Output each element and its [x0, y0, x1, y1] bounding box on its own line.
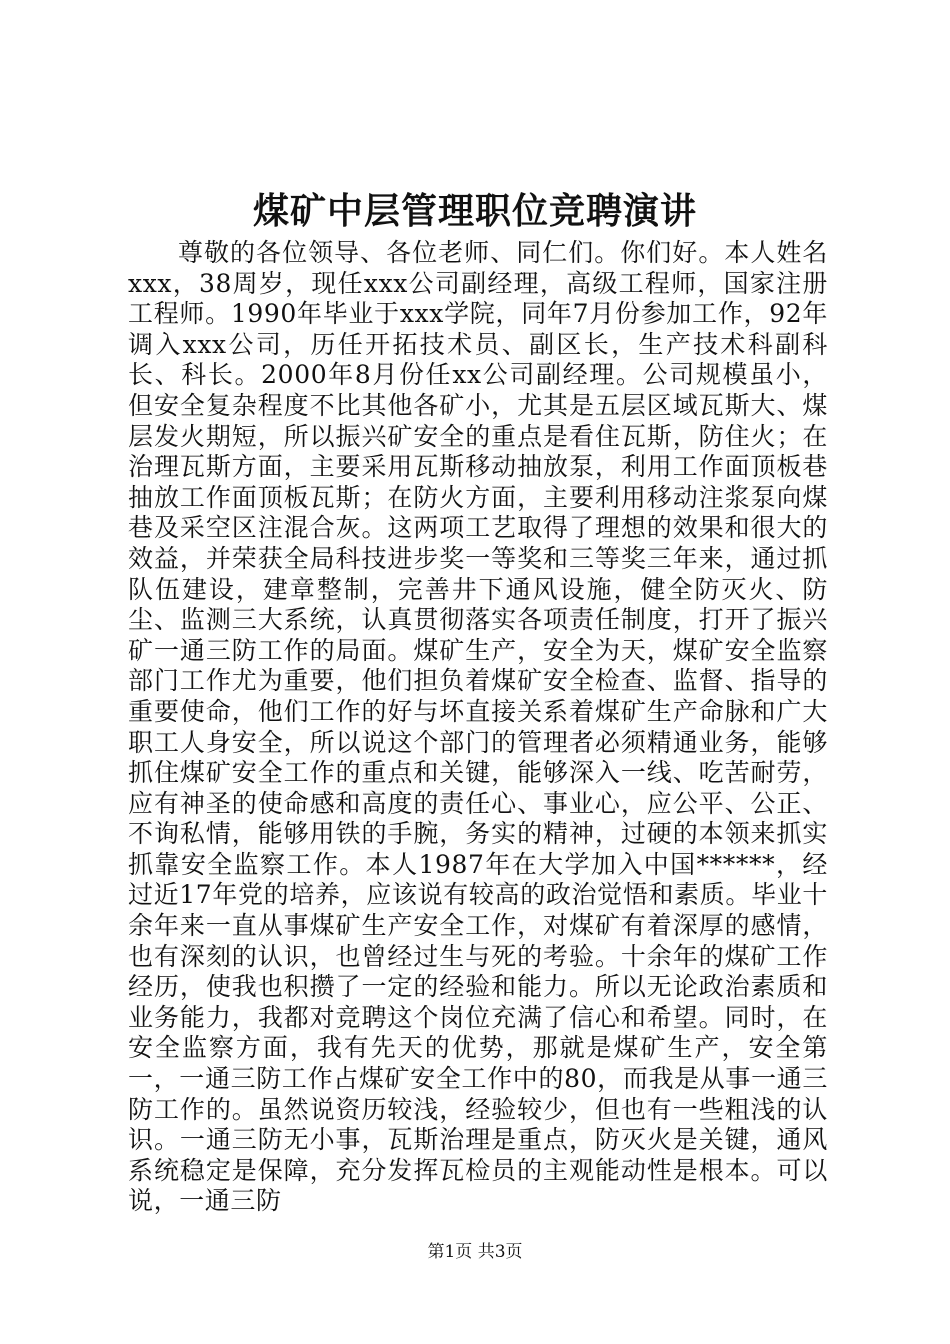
document-title: 煤矿中层管理职位竞聘演讲: [252, 190, 697, 232]
body-paragraph: 尊敬的各位领导、各位老师、同仁们。你们好。本人姓名xxx，38周岁，现任xxx公司副经理，高级工程师，国家注册工程师。1990年毕业于xxx学院，同年7月份参加工作，92年调入xxx公司，历任开拓技术员、副区长，生产技术科副科长、科长。2000年8月份任xx公司副经理。公司规模虽小，但安全复杂程度不比其他各矿小，尤其是五层区域瓦斯大、煤层发火期短，所以振兴矿安全的重点是看住瓦斯，防住火；在治理瓦斯方面，主要采用瓦斯移动抽放泵，利用工作面顶板巷抽放工作面顶板瓦斯；在防火方面，主要利用移动注浆泵向煤巷及采空区注混合灰。这两项工艺取得了理想的效果和很大的效益，并荣获全局科技进步奖一等奖和三等奖三年来，通过抓队伍建设，建章整制，完善井下通风设施，健全防灭火、防尘、监测三大系统，认真贯彻落实各项责任制度，打开了振兴矿一通三防工作的局面。煤矿生产，安全为天，煤矿安全监察部门工作尤为重要，他们担负着煤矿安全检查、监督、指导的重要使命，他们工作的好与坏直接关系着煤矿生产命脉和广大职工人身安全，所以说这个部门的管理者必须精通业务，能够抓住煤矿安全工作的重点和关键，能够深入一线、吃苦耐劳，应有神圣的使命感和高度的责任心、事业心，应公平、公正、不询私情，能够用铁的手腕，务实的精神，过硬的本领来抓实抓靠安全监察工作。本人1987年在大学加入中国******，经过近17年党的培养，应该说有较高的政治觉悟和素质。毕业十余年来一直从事煤矿生产安全工作，对煤矿有着深厚的感情，也有深刻的认识，也曾经过生与死的考验。十余年的煤矿工作经历，使我也积攒了一定的经验和能力。所以无论政治素质和业务能力，我都对竞聘这个岗位充满了信心和希望。同时，在安全监察方面，我有先天的优势，那就是煤矿生产，安全第一，一通三防工作占煤矿安全工作中的80，而我是从事一通三防工作的。虽然说资历较浅，经验较少，但也有一些粗浅的认识。一通三防无小事，瓦斯治理是重点，防灭火是关键，通风系统稳定是保障，充分发挥瓦检员的主观能动性是根本。可以说，一通三防: [128, 238, 828, 1216]
page-footer: 第1页 共3页: [427, 1242, 523, 1262]
